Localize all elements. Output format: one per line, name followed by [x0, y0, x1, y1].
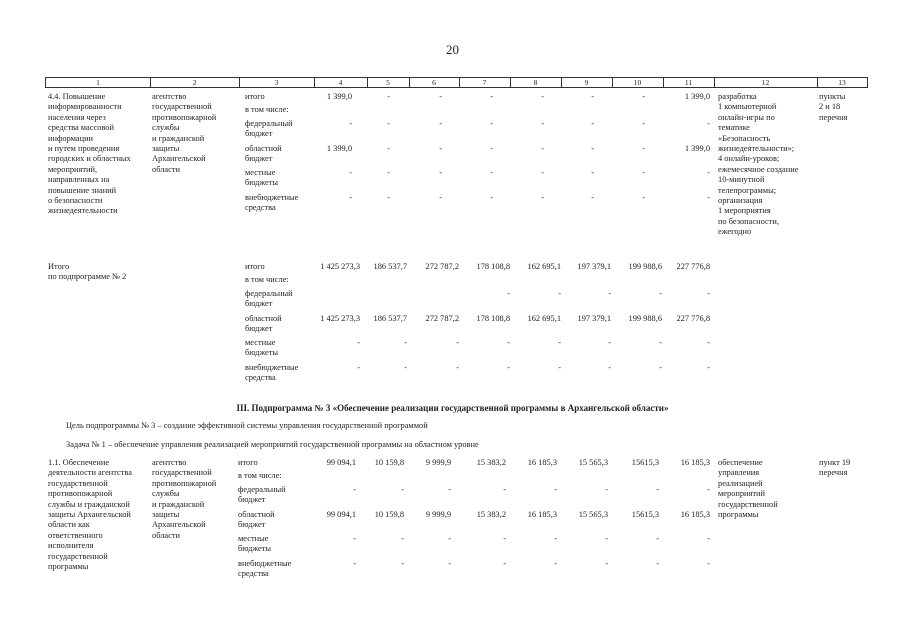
value-cell: -	[591, 168, 594, 177]
source-label: местные бюджеты	[245, 338, 279, 358]
value-cell: 99 094,1	[326, 510, 356, 519]
row-1-1-agency: агентство государственной противопожарной службы и гражданской защиты Архангельской области	[152, 458, 217, 540]
value-cell: -	[387, 92, 390, 101]
value-cell: -	[558, 363, 561, 372]
value-cell: -	[541, 144, 544, 153]
header-col-6: 6	[432, 78, 436, 87]
value-cell: -	[558, 289, 561, 298]
value-cell: 9 999,9	[425, 458, 451, 467]
value-cell: -	[448, 485, 451, 494]
header-col-11: 11	[684, 78, 693, 87]
source-label: внебюджетные средства	[245, 193, 299, 213]
value-cell: -	[490, 168, 493, 177]
value-cell: -	[387, 193, 390, 202]
value-cell: -	[503, 559, 506, 568]
source-label: областной бюджет	[238, 510, 275, 530]
value-cell: -	[591, 144, 594, 153]
value-cell: 15 383,2	[476, 458, 506, 467]
value-cell: -	[605, 485, 608, 494]
value-cell: -	[490, 92, 493, 101]
header-col-4: 4	[338, 78, 343, 87]
value-cell: -	[642, 119, 645, 128]
value-cell: 178 108,8	[476, 262, 510, 271]
value-cell: 15615,3	[631, 510, 659, 519]
source-label: федеральный бюджет	[238, 485, 286, 505]
value-cell: -	[608, 363, 611, 372]
value-cell: -	[656, 485, 659, 494]
value-cell: 1 399,0	[684, 144, 710, 153]
value-cell: -	[353, 534, 356, 543]
value-cell: -	[349, 119, 352, 128]
value-cell: -	[387, 168, 390, 177]
header-col-3: 3	[274, 78, 279, 87]
value-cell: 15 383,2	[476, 510, 506, 519]
header-col-9: 9	[584, 78, 589, 87]
value-cell: -	[503, 485, 506, 494]
source-label: внебюджетные средства	[245, 363, 299, 383]
value-cell: -	[439, 144, 442, 153]
value-cell: 178 108,8	[476, 314, 510, 323]
value-cell: -	[507, 363, 510, 372]
row-4-4-ref: пункты 2 и 18 перечня	[819, 92, 848, 122]
value-cell: -	[387, 119, 390, 128]
value-cell: 186 537,7	[373, 314, 407, 323]
value-cell: -	[608, 338, 611, 347]
value-cell: -	[707, 119, 710, 128]
header-col-10: 10	[633, 78, 642, 87]
source-label: федеральный бюджет	[245, 119, 293, 139]
value-cell: -	[554, 485, 557, 494]
value-cell: 199 988,6	[628, 314, 662, 323]
row-4-4-result: разработка 1 компьютерной онлайн-игры по тематике «Безопасность жизнедеятельности»; 4 онлайн-уроков; ежемесячное создание 10-минутной телепрограммы; организация 1 мероприятия по безопасности, ежегодно	[718, 92, 799, 237]
header-col-13: 13	[838, 78, 846, 87]
source-label: итого	[245, 262, 265, 271]
value-cell: 197 379,1	[577, 262, 611, 271]
row-4-4-name: 4.4. Повышение информированности населения через средства массовой информации и путем проведения городских и областных мероприятий, направленных на повышение знаний о безопасности жизнедеятельности	[48, 92, 131, 216]
value-cell: -	[642, 144, 645, 153]
value-cell: -	[541, 168, 544, 177]
row-4-4-agency: агентство государственной противопожарной службы и гражданской защиты Архангельской области	[152, 92, 217, 174]
value-cell: -	[707, 193, 710, 202]
value-cell: -	[656, 559, 659, 568]
header-col-7: 7	[482, 78, 487, 87]
value-cell: -	[659, 289, 662, 298]
value-cell: -	[659, 338, 662, 347]
value-cell: -	[591, 92, 594, 101]
value-cell: -	[507, 289, 510, 298]
value-cell: -	[490, 144, 493, 153]
value-cell: -	[608, 289, 611, 298]
goal-text: Цель подпрограммы № 3 – создание эффективной системы управления государственной программой	[66, 421, 428, 430]
source-label: областной бюджет	[245, 144, 282, 164]
value-cell: -	[404, 363, 407, 372]
value-cell: -	[656, 534, 659, 543]
value-cell: -	[707, 168, 710, 177]
source-label: в том числе:	[245, 105, 289, 114]
source-label: итого	[238, 458, 258, 467]
value-cell: -	[707, 485, 710, 494]
value-cell: -	[357, 363, 360, 372]
value-cell: -	[591, 119, 594, 128]
value-cell: 16 185,3	[527, 510, 557, 519]
header-col-12: 12	[761, 78, 770, 87]
value-cell: -	[707, 289, 710, 298]
value-cell: -	[659, 363, 662, 372]
row-1-1-result: обеспечение управления реализацией мероприятий государственной программы	[718, 458, 778, 520]
section-heading: III. Подпрограмма № 3 «Обеспечение реализации государственной программы в Архангельской области»	[236, 403, 669, 413]
value-cell: 272 787,2	[425, 262, 459, 271]
value-cell: 16 185,3	[527, 458, 557, 467]
value-cell: -	[503, 534, 506, 543]
value-cell: -	[456, 363, 459, 372]
source-label: федеральный бюджет	[245, 289, 293, 309]
source-label: в том числе:	[245, 275, 289, 284]
value-cell: 197 379,1	[577, 314, 611, 323]
value-cell: -	[554, 534, 557, 543]
value-cell: 15615,3	[631, 458, 659, 467]
value-cell: 15 565,3	[578, 510, 608, 519]
value-cell: -	[642, 92, 645, 101]
task-text: Задача № 1 – обеспечение управления реализацией мероприятий государственной программы на областном уровне	[66, 440, 479, 449]
value-cell: 162 695,1	[527, 314, 561, 323]
value-cell: 272 787,2	[425, 314, 459, 323]
value-cell: 16 185,3	[680, 510, 710, 519]
value-cell: 10 159,8	[374, 458, 404, 467]
table-header-row	[45, 77, 868, 88]
value-cell: -	[448, 534, 451, 543]
value-cell: -	[387, 144, 390, 153]
value-cell: 1 425 273,3	[320, 314, 360, 323]
value-cell: 1 399,0	[326, 92, 352, 101]
value-cell: -	[642, 168, 645, 177]
value-cell: 199 988,6	[628, 262, 662, 271]
value-cell: -	[605, 534, 608, 543]
value-cell: -	[439, 92, 442, 101]
value-cell: 162 695,1	[527, 262, 561, 271]
value-cell: 227 776,8	[676, 314, 710, 323]
value-cell: -	[554, 559, 557, 568]
value-cell: -	[353, 559, 356, 568]
row-1-1-ref: пункт 19 перечня	[819, 458, 851, 478]
value-cell: -	[404, 338, 407, 347]
value-cell: 1 425 273,3	[320, 262, 360, 271]
value-cell: -	[439, 168, 442, 177]
value-cell: 1 399,0	[326, 144, 352, 153]
value-cell: -	[707, 338, 710, 347]
value-cell: -	[591, 193, 594, 202]
value-cell: -	[401, 559, 404, 568]
value-cell: -	[349, 168, 352, 177]
value-cell: 10 159,8	[374, 510, 404, 519]
value-cell: 9 999,9	[425, 510, 451, 519]
value-cell: 1 399,0	[684, 92, 710, 101]
source-label: итого	[245, 92, 265, 101]
source-label: в том числе:	[238, 471, 282, 480]
value-cell: -	[707, 559, 710, 568]
value-cell: 15 565,3	[578, 458, 608, 467]
value-cell: -	[357, 338, 360, 347]
value-cell: -	[448, 559, 451, 568]
header-col-2: 2	[192, 78, 197, 87]
header-col-1: 1	[96, 78, 100, 87]
value-cell: -	[541, 92, 544, 101]
value-cell: -	[541, 119, 544, 128]
value-cell: -	[707, 363, 710, 372]
value-cell: -	[707, 534, 710, 543]
value-cell: 16 185,3	[680, 458, 710, 467]
value-cell: -	[490, 193, 493, 202]
value-cell: -	[507, 338, 510, 347]
header-col-8: 8	[533, 78, 538, 87]
value-cell: -	[439, 193, 442, 202]
value-cell: -	[541, 193, 544, 202]
value-cell: 227 776,8	[676, 262, 710, 271]
value-cell: -	[439, 119, 442, 128]
source-label: внебюджетные средства	[238, 559, 292, 579]
value-cell: -	[401, 485, 404, 494]
value-cell: -	[490, 119, 493, 128]
value-cell: -	[349, 193, 352, 202]
value-cell: -	[642, 193, 645, 202]
value-cell: 99 094,1	[326, 458, 356, 467]
row-1-1-name: 1.1. Обеспечение деятельности агентства государственной противопожарной службы и гражданской защиты Архангельской области как ответственного исполнителя государственной программы	[48, 458, 132, 572]
total-2-name: Итого по подпрограмме № 2	[48, 262, 127, 282]
value-cell: 186 537,7	[373, 262, 407, 271]
source-label: местные бюджеты	[245, 168, 279, 188]
value-cell: -	[456, 338, 459, 347]
value-cell: -	[353, 485, 356, 494]
value-cell: -	[558, 338, 561, 347]
value-cell: -	[605, 559, 608, 568]
header-col-5: 5	[386, 78, 390, 87]
source-label: областной бюджет	[245, 314, 282, 334]
value-cell: -	[401, 534, 404, 543]
page-number: 20	[446, 42, 459, 57]
source-label: местные бюджеты	[238, 534, 272, 554]
